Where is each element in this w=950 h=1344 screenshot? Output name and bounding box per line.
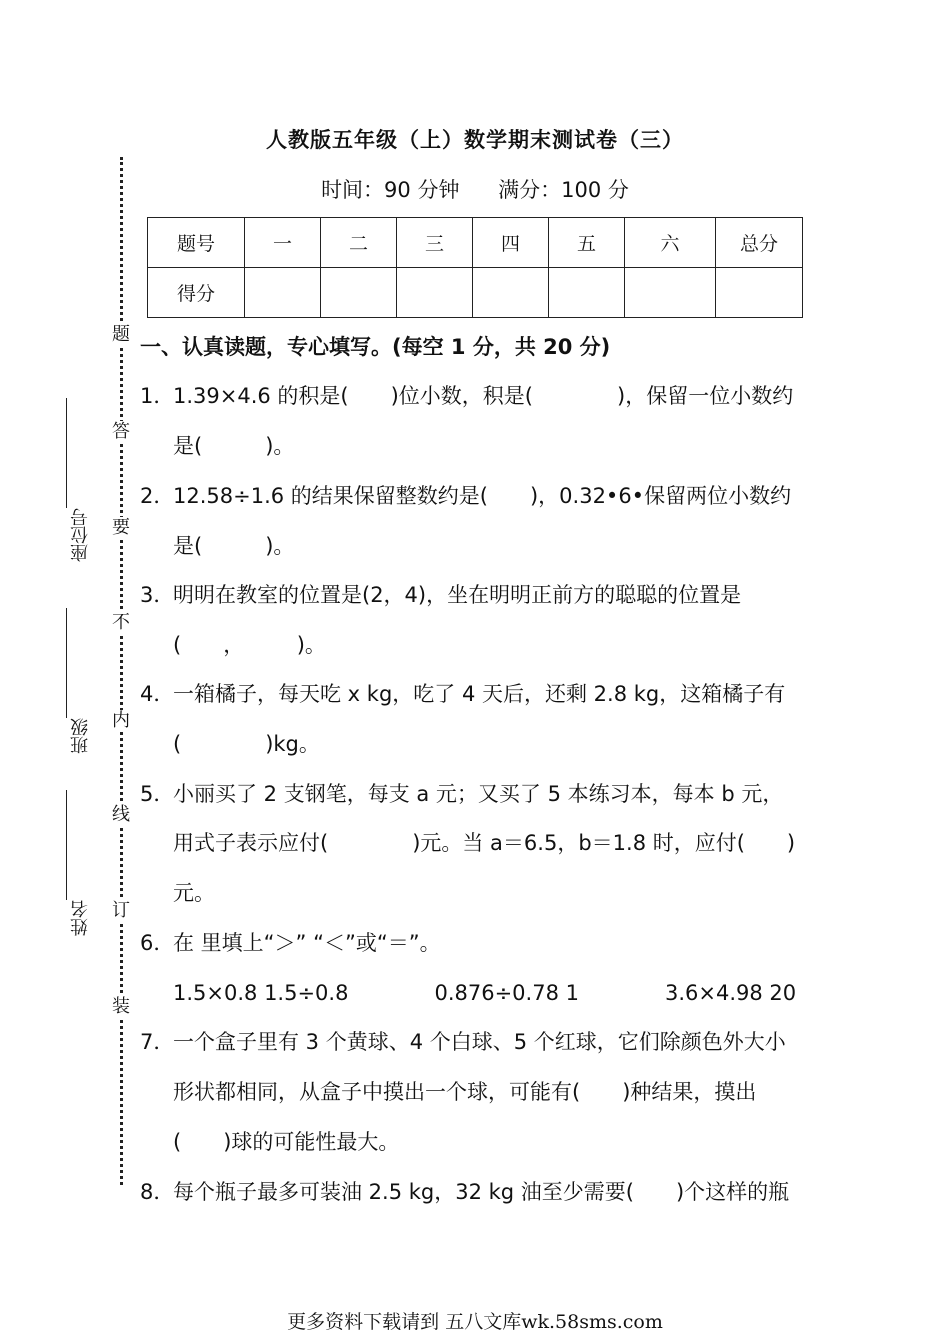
- exam-title: 人教版五年级（上）数学期末测试卷（三）: [266, 128, 684, 152]
- full-score-label: 满分：100 分: [498, 178, 629, 202]
- question-5: [140, 782, 820, 905]
- question-1: [140, 384, 820, 458]
- question-6: [140, 931, 820, 1005]
- question-number: 5．: [140, 782, 175, 806]
- question-text: 用式子表示应付( )元。当 a＝6.5，b＝1.8 时，应付( ): [173, 831, 796, 855]
- question-text: 形状都相同，从盒子中摸出一个球，可能有( )种结果，摸出: [173, 1080, 757, 1104]
- score-cell: [321, 268, 397, 318]
- header-cell: 六: [625, 218, 716, 268]
- question-7: [140, 1030, 820, 1154]
- binding-char: 内: [112, 710, 130, 731]
- question-number: 7．: [140, 1030, 175, 1054]
- question-text: 明明在教室的位置是(2，4)，坐在明明正前方的聪聪的位置是: [173, 583, 742, 607]
- class-field: [66, 608, 96, 754]
- score-cell: [549, 268, 625, 318]
- score-cell: [625, 268, 716, 318]
- question-4: [140, 682, 820, 756]
- question-text: ( ， )。: [173, 633, 326, 657]
- question-8: [140, 1180, 820, 1204]
- seat-number-label: 座位号: [70, 508, 91, 562]
- binding-char: 题: [112, 324, 130, 345]
- binding-char: 要: [112, 517, 130, 538]
- class-label: 班级: [70, 718, 91, 754]
- binding-char: 订: [112, 900, 130, 921]
- question-text: 1.39×4.6 的积是( )位小数，积是( )，保留一位小数约: [173, 384, 794, 408]
- question-3: [140, 583, 820, 657]
- score-cell: [716, 268, 803, 318]
- header-cell: 题号: [148, 218, 245, 268]
- binding-char: 不: [112, 612, 130, 633]
- binding-char: 答: [112, 421, 130, 442]
- seat-number-underline: [66, 398, 67, 508]
- class-underline: [66, 608, 67, 718]
- name-label: 姓名: [70, 900, 91, 936]
- question-number: 3．: [140, 583, 175, 607]
- header-cell: 一: [245, 218, 321, 268]
- question-number: 2．: [140, 484, 175, 508]
- comparison-item: 0.876÷0.78 1: [434, 981, 579, 1005]
- question-number: 4．: [140, 682, 175, 706]
- section-1-heading: 一、认真读题，专心填写。(每空 1 分，共 20 分): [140, 335, 611, 359]
- comparison-item: 3.6×4.98 20: [664, 981, 797, 1005]
- time-label: 时间：90 分钟: [321, 178, 460, 202]
- header-cell: 三: [397, 218, 473, 268]
- score-row-label: 得分: [148, 268, 245, 318]
- score-cell: [397, 268, 473, 318]
- header-cell: 五: [549, 218, 625, 268]
- binding-char: 线: [112, 804, 130, 825]
- header-cell: 总分: [716, 218, 803, 268]
- binding-dotted-line: [120, 157, 123, 1185]
- footer-download-note: 更多资料下载请到 五八文库wk.58sms.com: [287, 1311, 663, 1333]
- score-cell: [245, 268, 321, 318]
- question-text: 是( )。: [173, 434, 295, 458]
- question-text: 是( )。: [173, 534, 295, 558]
- question-text: 元。: [173, 881, 215, 905]
- header-cell: 四: [473, 218, 549, 268]
- question-number: 1．: [140, 384, 175, 408]
- exam-info: [0, 174, 950, 204]
- header-cell: 二: [321, 218, 397, 268]
- comparison-row: [173, 981, 796, 1005]
- score-table-header-row: [148, 218, 803, 268]
- question-text: 一个盒子里有 3 个黄球、4 个白球、5 个红球，它们除颜色外大小: [173, 1030, 786, 1054]
- question-text: 小丽买了 2 支钢笔，每支 a 元；又买了 5 本练习本，每本 b 元，: [173, 782, 784, 806]
- question-number: 8．: [140, 1180, 175, 1204]
- name-field: [66, 790, 96, 936]
- name-underline: [66, 790, 67, 900]
- score-table: [147, 217, 803, 318]
- score-table-score-row: [148, 268, 803, 318]
- question-text: ( )球的可能性最大。: [173, 1130, 400, 1154]
- question-text: 12.58÷1.6 的结果保留整数约是( )，0.32•6•保留两位小数约: [173, 484, 792, 508]
- question-text: ( )kg。: [173, 732, 320, 756]
- question-text: 每个瓶子最多可装油 2.5 kg，32 kg 油至少需要( )个这样的瓶: [173, 1180, 790, 1204]
- question-number: 6．: [140, 931, 175, 955]
- question-text: 一箱橘子，每天吃 x kg，吃了 4 天后，还剩 2.8 kg，这箱橘子有: [173, 682, 786, 706]
- comparison-item: 1.5×0.8 1.5÷0.8: [173, 981, 349, 1005]
- question-text: 在 里填上“＞” “＜”或“＝”。: [173, 931, 441, 955]
- score-cell: [473, 268, 549, 318]
- binding-char: 装: [112, 996, 130, 1017]
- seat-number-field: [66, 398, 96, 562]
- question-2: [140, 484, 820, 558]
